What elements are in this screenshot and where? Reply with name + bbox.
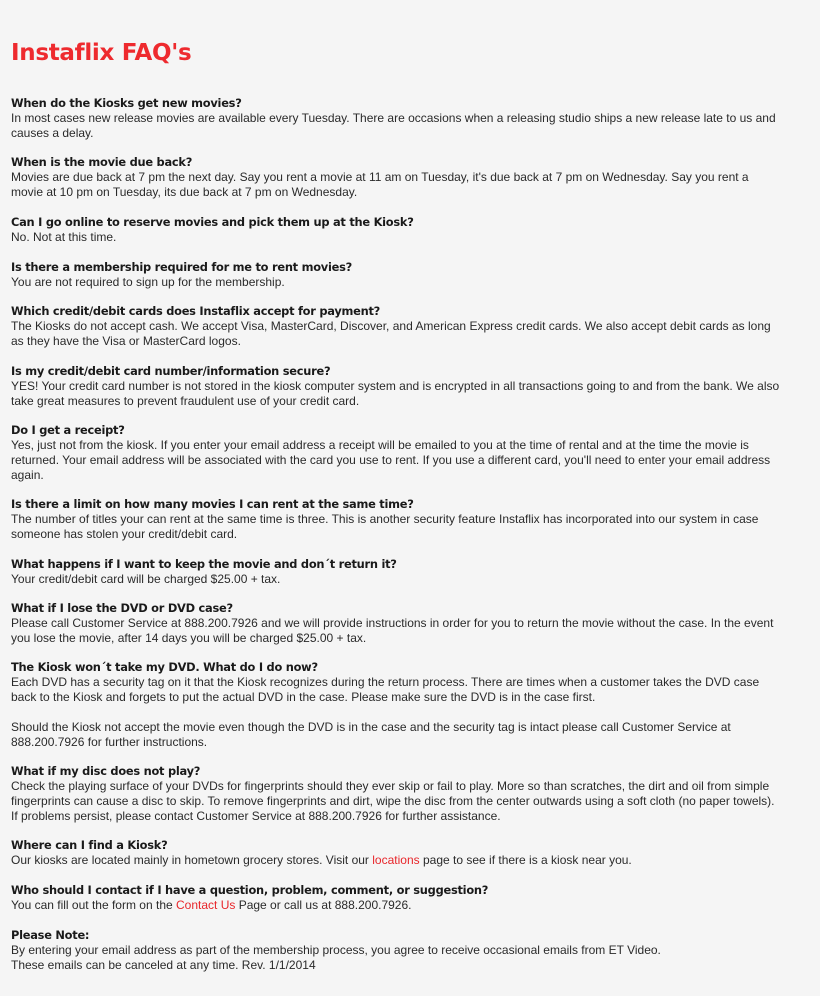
answer-line: You are not required to sign up for the membership.	[11, 275, 285, 289]
faq-question: What if my disc does not play?	[11, 764, 201, 778]
faq-item-card-security	[11, 364, 811, 409]
faq-item-due-back	[11, 155, 811, 200]
answer-line: YES! Your credit card number is not stored in the kiosk computer system and is encrypted in all transactions going to and from the bank. We also	[11, 379, 780, 393]
faq-item-lose-dvd	[11, 601, 811, 646]
faq-item-find-kiosk	[11, 838, 811, 868]
please-note	[11, 928, 811, 973]
faq-question: Can I go online to reserve movies and pick them up at the Kiosk?	[11, 215, 414, 229]
answer-line: back to the Kiosk and forgets to put the actual DVD in the case. Please make sure the DVD is in the case first.	[11, 690, 596, 704]
answer-line: Yes, just not from the kiosk. If you enter your email address a receipt will be emailed to you at the time of rental and at the time the movie is	[11, 438, 749, 452]
faq-question: Do I get a receipt?	[11, 423, 125, 437]
faq-answer	[11, 675, 811, 705]
note-text	[11, 943, 811, 973]
note-heading: Please Note:	[11, 928, 90, 942]
faq-answer	[11, 379, 811, 409]
answer-text: Our kiosks are located mainly in hometown grocery stores. Visit our	[11, 853, 373, 867]
answer-line: someone has stolen your credit/debit card.	[11, 527, 238, 541]
faq-answer	[11, 616, 811, 646]
contact-us-link[interactable]: Contact Us	[176, 898, 236, 912]
page-title: Instaflix FAQ's	[11, 40, 192, 66]
faq-question: Is my credit/debit card number/information secure?	[11, 364, 331, 378]
faq-answer	[11, 853, 811, 868]
faq-item-rental-limit	[11, 497, 811, 542]
answer-line: movie at 10 pm on Tuesday, its due back at 7 pm on Wednesday.	[11, 185, 358, 199]
answer-line: 888.200.7926 for further instructions.	[11, 735, 208, 749]
faq-item-receipt	[11, 423, 811, 483]
answer-text: You can fill out the form on the	[11, 898, 176, 912]
faq-item-reserve-online	[11, 215, 811, 245]
faq-question: What if I lose the DVD or DVD case?	[11, 601, 233, 615]
faq-question: What happens if I want to keep the movie and don´t return it?	[11, 557, 397, 571]
faq-question: The Kiosk won´t take my DVD. What do I do now?	[11, 660, 318, 674]
answer-line	[11, 898, 811, 913]
answer-text: Page or call us at 888.200.7926.	[235, 898, 412, 912]
answer-line: causes a delay.	[11, 126, 94, 140]
faq-answer	[11, 572, 811, 587]
faq-item-disc-not-play	[11, 764, 811, 824]
answer-line: Please call Customer Service at 888.200.7926 and we will provide instructions in order for you to return the movie without the case. In the event	[11, 616, 774, 630]
faq-answer	[11, 111, 811, 141]
faq-question: Where can I find a Kiosk?	[11, 838, 168, 852]
answer-line: you lose the movie, after 14 days you will be charged $25.00 + tax.	[11, 631, 367, 645]
locations-link[interactable]: locations	[372, 853, 420, 867]
faq-answer	[11, 230, 811, 245]
faq-item-payment-cards	[11, 304, 811, 349]
faq-answer	[11, 512, 811, 542]
faq-answer	[11, 779, 811, 824]
answer-line	[11, 853, 811, 868]
faq-answer	[11, 438, 811, 483]
faq-item-membership	[11, 260, 811, 290]
faq-item-contact	[11, 883, 811, 913]
answer-line: returned. Your email address will be associated with the card you use to rent. If you use a different card, you'll need to enter your email address	[11, 453, 771, 467]
answer-line: The number of titles your can rent at the same time is three. This is another security feature Instaflix has incorporated into our system in case	[11, 512, 759, 526]
faq-item-kiosk-wont-take-dvd	[11, 660, 811, 750]
answer-line: take great measures to prevent fraudulent use of your credit card.	[11, 394, 360, 408]
answer-line: Each DVD has a security tag on it that the Kiosk recognizes during the return process. There are times when a customer takes the DVD case	[11, 675, 760, 689]
faq-question: Is there a limit on how many movies I can rent at the same time?	[11, 497, 414, 511]
answer-line: fingerprints can cause a disc to skip. To remove fingerprints and dirt, wipe the disc from the center outwards using a soft cloth (no paper towels).	[11, 794, 775, 808]
faq-answer	[11, 898, 811, 913]
faq-item-new-movies	[11, 96, 811, 141]
answer-line: Should the Kiosk not accept the movie even though the DVD is in the case and the security tag is intact please call Customer Service at	[11, 720, 731, 734]
faq-answer	[11, 275, 811, 290]
faq-answer	[11, 319, 811, 349]
faq-question: Which credit/debit cards does Instaflix accept for payment?	[11, 304, 381, 318]
answer-line: The Kiosks do not accept cash. We accept Visa, MasterCard, Discover, and American Express credit cards. We also accept debit cards as long	[11, 319, 771, 333]
faq-item-keep-movie	[11, 557, 811, 587]
note-line: By entering your email address as part of the membership process, you agree to receive occasional emails from ET Video.	[11, 943, 661, 957]
faq-question: When do the Kiosks get new movies?	[11, 96, 242, 110]
faq-question: When is the movie due back?	[11, 155, 193, 169]
answer-line: Your credit/debit card will be charged $25.00 + tax.	[11, 572, 281, 586]
answer-line: No. Not at this time.	[11, 230, 117, 244]
faq-question: Who should I contact if I have a question, problem, comment, or suggestion?	[11, 883, 489, 897]
faq-answer	[11, 170, 811, 200]
answer-line: again.	[11, 468, 44, 482]
faq-answer-extra	[11, 720, 811, 750]
answer-line: In most cases new release movies are available every Tuesday. There are occasions when a releasing studio ships a new release late to us and	[11, 111, 776, 125]
answer-line: Movies are due back at 7 pm the next day. Say you rent a movie at 11 am on Tuesday, it's due back at 7 pm on Wednesday. Say you rent a	[11, 170, 749, 184]
note-line: These emails can be canceled at any time. Rev. 1/1/2014	[11, 958, 316, 972]
answer-line: Check the playing surface of your DVDs for fingerprints should they ever skip or fail to play. More so than scratches, the dirt and oil from simple	[11, 779, 770, 793]
answer-line: If problems persist, please contact Customer Service at 888.200.7926 for further assistance.	[11, 809, 501, 823]
answer-line: as they have the Visa or MasterCard logos.	[11, 334, 241, 348]
faq-question: Is there a membership required for me to rent movies?	[11, 260, 352, 274]
answer-text: page to see if there is a kiosk near you.	[419, 853, 632, 867]
